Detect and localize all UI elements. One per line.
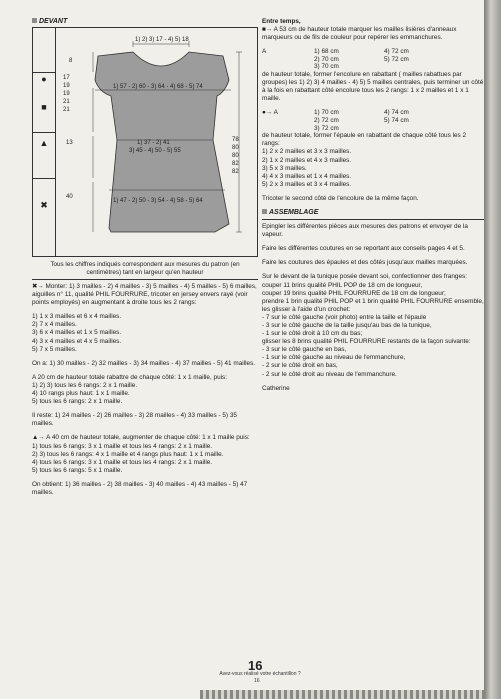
para-tricoter: Tricoter le second côté de l'encolure de la même façon. [262,194,419,202]
square-bullet-icon [262,209,267,214]
square-icon: ■ [41,102,47,112]
para-epingler: Epingler les différentes pièces aux mesures des patrons et envoyer de la vapeur. [262,223,468,239]
block-epaule: de hauteur totale, former l'épaule en rabattant de chaque côté tous les 2 rangs: 1) 2 x 2 mailles et 3 x 3 mailles. 2) 1 x 2 mailles et 4 x 3 mailles. 3) 5 x 3 mailles. 4) 4 x 3 mailles et 1 x 4 mailles. 5) 2 x 3 mailles et 3 x 4 mailles. [262,132,467,188]
square-bullet-icon [32,18,37,23]
pattern-diagram [32,27,258,257]
lower-width-label: 1) 47 - 2) 50 - 3) 54 - 4) 58 - 5) 64 [113,198,203,204]
triangle-icon: ▲ [39,138,49,148]
para-obtient: On obtient: 1) 36 mailles - 2) 38 mailles - 3) 40 mailles - 4) 43 mailles - 5) 47 mailles. [32,480,248,496]
para-reste: Il reste: 1) 24 mailles - 2) 26 mailles - 3) 28 mailles - 4) 33 mailles - 5) 35 mailles. [32,412,237,428]
entre-temps: Entre temps, [262,18,301,25]
diagram-note: Tous les chiffres indiqués correspondent aux mesures du patron (en centimètres) tant en largeur qu'en hauteur [50,261,240,276]
left-column [32,18,258,503]
upper-width-label: 1) 57 - 2) 60 - 3) 64 - 4) 68 - 5) 74 [113,84,203,90]
left-instructions [32,283,258,497]
total-heights: 78 80 80 82 82 [232,137,239,175]
mid-height-label: 13 [66,140,73,146]
devant-heading: DEVANT [32,18,258,25]
footer-question: Avez-vous réalisé votre échantillon ? [219,671,301,677]
block-40cm: ▲→ A 40 cm de hauteur totale, augmenter de chaque côté: 1 x 1 maille puis: 1) tous les 6 rangs: 3 x 1 maille et tous les 4 rangs: 2 x 1 maille. 2) 3) tous les 6 rangs: 4 x 1 maille et 4 rangs plus haut: 1 x 1 maille. 4) tous les 6 rangs: 3 x 1 maille et tous les 4 rangs: 2 x 1 maille. 5) tous les 6 rangs: 5 x 1 maille. [32,434,250,474]
page-number: 16 [248,658,263,673]
para-53cm: ■→ A 53 cm de hauteur totale marquer les mailles lisières d'anneaux marqueurs ou de fils de couleur pour repérer les emmanchures. [262,26,457,42]
list-monter: 1) 1 x 3 mailles et 6 x 4 mailles. 2) 7 x 4 mailles. 3) 6 x 4 mailles et 1 x 5 mailles. 4) 3 x 4 mailles et 4 x 5 mailles. 5) 7 x 5 mailles. [32,313,122,353]
assemblage-heading: ASSEMBLAGE [262,209,484,217]
para-on-a: On a: 1) 30 mailles - 2) 32 mailles - 3) 34 mailles - 4) 37 mailles - 5) 41 mailles. [32,359,256,367]
block-20cm: A 20 cm de hauteur totale rabattre de chaque côté: 1 x 1 maille, puis: 1) 2) 3) tous les 6 rangs: 2 x 1 maille. 4) 10 rangs plus haut: 1 x 1 maille. 5) tous les 6 rangs: 2 x 1 maille. [32,373,228,406]
sizes-table-a: A 1) 68 cm 4) 72 cm 2) 70 cm 5) 72 cm 3) 70 cm [262,48,409,71]
footer-small-number: 16 [254,678,260,684]
sizes-table-a2: ●→ A 1) 70 cm 4) 74 cm 2) 72 cm 5) 74 cm 3) 72 cm [262,109,409,132]
para-encolure: de hauteur totale, former l'encolure en rabattant ( mailles rabattues par groupes) les 1) 2) 3) 4 mailles - 4) 5) 5 mailles centrales, puis terminer un côté à la fois en rabattant côté encolure tous les 2 rangs: 1 x 2 mailles et 1 x 1 maille. [262,71,484,103]
signature: Catherine [262,384,290,392]
circle-icon: ● [41,74,47,84]
top-width-label: 1) 2) 3) 17 - 4) 5) 18 [135,37,189,43]
mid-width-label-2: 3) 45 - 4) 50 - 5) 55 [129,148,181,154]
right-column [262,18,484,399]
page-edge [484,0,501,699]
para-faire: Faire les différentes coutures en se reportant aux conseils pages 4 et 5. [262,245,465,253]
mid-width-label-1: 1) 37 - 2) 41 [137,140,170,146]
para-monter: ✖→ Monter: 1) 3 mailles - 2) 4 mailles - 3) 5 mailles - 4) 5 mailles - 5) 6 mailles, aiguilles n° 11, qualité PHIL FOURRURE, tricoter en jersey envers rayé (voir points employés) en augmentant à droite tous les 2 rangs: [32,283,257,307]
cross-icon: ✖ [40,200,48,210]
shoulder-height-label: 8 [69,58,73,64]
block-franges: Sur le devant de la tunique posée devant soi, confectionner des franges: couper 11 brins qualité PHIL POP de 18 cm de longueur, couper 19 brins qualité PHIL FOURRURE de 18 cm de longueur; prendre 1 brin qualité PHIL POP et 1 brin qualité PHIL FOURRURE ensemble, les glisser à l'aide d'un crochet: - 7 sur le côté gauche (voir photo) entre la taille et l'épaule - 3 sur le côté gauche de la taille jusqu'au bas de la tunique, - 1 sur le côté droit à 10 cm du bas; glisser les 8 brins qualité PHIL FOURRURE restants de la façon suivante: - 3 sur le côté gauche en bas, - 1 sur le côté gauche au niveau de l'emmanchure, - 2 sur le côté droit en bas, - 2 sur le côté droit au niveau de l'emmanchure. [262,273,484,378]
binding-strip [200,690,484,699]
armhole-heights: 17 19 19 21 21 [63,75,70,113]
para-coutures: Faire les coutures des épaules et des côtés jusqu'aux mailles marquées. [262,259,468,267]
lower-height-label: 40 [66,194,73,200]
